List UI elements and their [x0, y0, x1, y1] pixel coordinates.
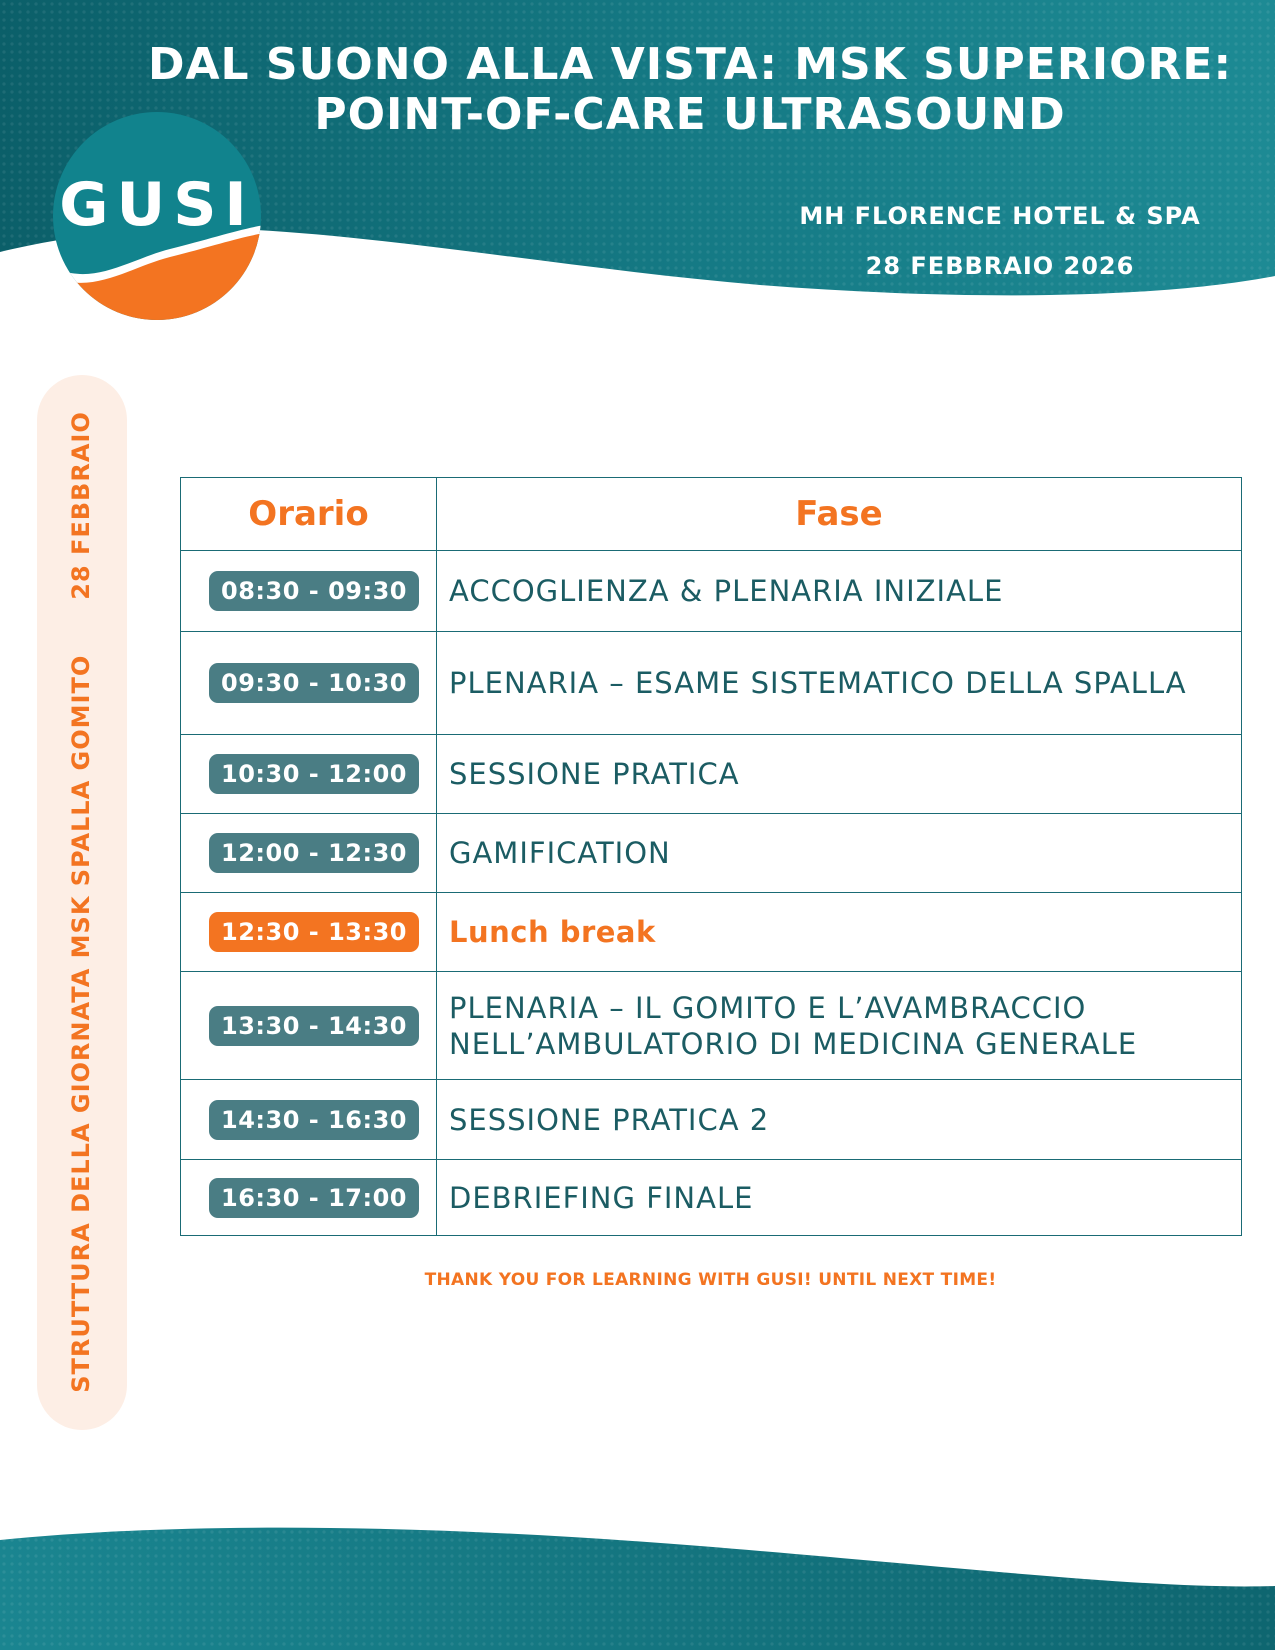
venue-text: MH FLORENCE HOTEL & SPA	[799, 202, 1201, 230]
phase-cell: DEBRIEFING FINALE	[437, 1160, 1242, 1236]
time-cell	[181, 814, 437, 893]
title-line-2: POINT-OF-CARE ULTRASOUND	[314, 89, 1066, 140]
footer-banner	[0, 1520, 1275, 1650]
table-row	[181, 1160, 1242, 1236]
time-badge: 08:30 - 09:30	[209, 571, 419, 611]
table-row	[181, 735, 1242, 814]
time-cell	[181, 893, 437, 972]
phase-cell-lunch: Lunch break	[437, 893, 1242, 972]
event-date: 28 FEBBRAIO 2026	[865, 252, 1135, 280]
time-cell	[181, 1160, 437, 1236]
phase-cell: ACCOGLIENZA & PLENARIA INIZIALE	[437, 551, 1242, 632]
table-row	[181, 972, 1242, 1080]
time-badge: 14:30 - 16:30	[209, 1100, 419, 1140]
phase-cell: PLENARIA – ESAME SISTEMATICO DELLA SPALLA	[437, 632, 1242, 735]
sidebar-date: 28 FEBBRAIO	[67, 411, 95, 600]
time-cell	[181, 1080, 437, 1160]
phase-cell: SESSIONE PRATICA	[437, 735, 1242, 814]
time-badge: 09:30 - 10:30	[209, 663, 419, 703]
time-badge: 10:30 - 12:00	[209, 754, 419, 794]
table-row	[181, 814, 1242, 893]
time-cell	[181, 632, 437, 735]
time-badge: 16:30 - 17:00	[209, 1178, 419, 1218]
title-line-1: DAL SUONO ALLA VISTA: MSK SUPERIORE:	[147, 39, 1233, 90]
table-row	[181, 632, 1242, 735]
page-title	[120, 40, 1260, 140]
agenda-table	[180, 477, 1242, 1236]
table-header-row	[181, 478, 1242, 551]
table-row	[181, 1080, 1242, 1160]
column-header-phase: Fase	[437, 478, 1242, 551]
time-badge: 13:30 - 14:30	[209, 1006, 419, 1046]
time-cell	[181, 972, 437, 1080]
table-row	[181, 551, 1242, 632]
time-cell	[181, 735, 437, 814]
time-badge: 12:00 - 12:30	[209, 833, 419, 873]
column-header-time: Orario	[181, 478, 437, 551]
time-cell	[181, 551, 437, 632]
sidebar-title: STRUTTURA DELLA GIORNATA MSK SPALLA GOMITO	[67, 654, 95, 1393]
time-badge-lunch: 12:30 - 13:30	[209, 912, 419, 952]
table-row	[181, 893, 1242, 972]
sidebar-label	[67, 411, 95, 1392]
thank-you-note: THANK YOU FOR LEARNING WITH GUSI! UNTIL NEXT TIME!	[424, 1270, 997, 1290]
phase-cell	[437, 972, 1242, 1080]
phase-cell: GAMIFICATION	[437, 814, 1242, 893]
phase-line-2: NELL’AMBULATORIO DI MEDICINA GENERALE	[449, 1026, 1138, 1061]
phase-line-1: PLENARIA – IL GOMITO E L’AVAMBRACCIO	[449, 990, 1087, 1025]
phase-cell: SESSIONE PRATICA 2	[437, 1080, 1242, 1160]
logo-text: GUSI	[59, 170, 255, 240]
